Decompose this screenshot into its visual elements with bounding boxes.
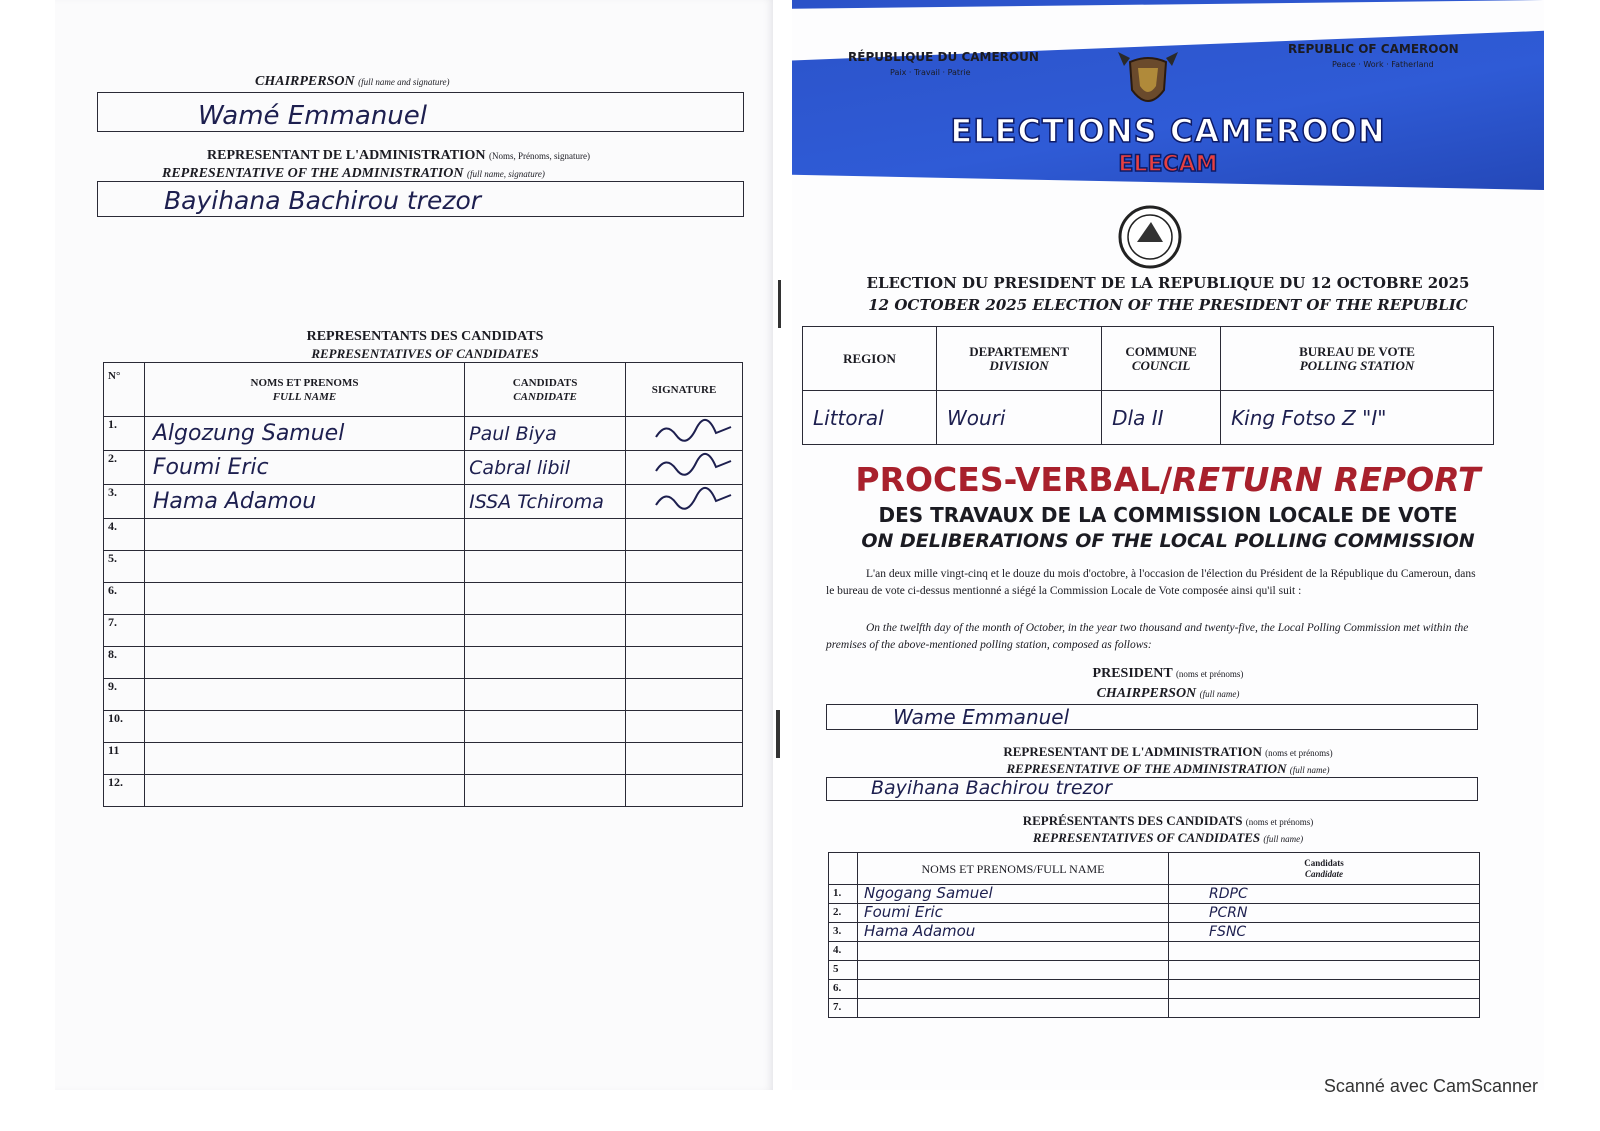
admin-label-fr: REPRESENTANT DE L'ADMINISTRATION (207, 148, 486, 163)
location-header (1221, 327, 1494, 391)
row-number: 1. (104, 417, 145, 451)
chairperson-field[interactable] (97, 92, 744, 132)
admin-field[interactable] (97, 181, 744, 217)
rep-name: Hama Adamou (864, 922, 976, 940)
reps-table-right (828, 852, 1480, 1018)
rep-name-cell[interactable] (858, 980, 1169, 999)
col-cand-fr: CANDIDATS (512, 376, 578, 389)
reps-label-fr-right: REPRÉSENTANTS DES CANDIDATS (1022, 813, 1243, 828)
rep-name (858, 941, 864, 959)
candidate-cell[interactable] (465, 615, 626, 647)
signature-cell[interactable] (626, 679, 743, 711)
election-title-fr: ELECTION DU PRESIDENT DE LA REPUBLIQUE DU 12 OCTOBRE 2025 (866, 274, 1470, 292)
table-row (829, 885, 1480, 904)
rep-name: Ngogang Samuel (864, 884, 993, 902)
table-row (104, 775, 743, 807)
rep-name-cell[interactable] (144, 551, 464, 583)
rep-name (145, 682, 153, 707)
row-number: 7. (104, 615, 145, 647)
signature-scribble (626, 485, 736, 513)
rep-name (145, 650, 153, 675)
report-title-fr: PROCES-VERBAL/ (855, 460, 1173, 499)
row-number: 11 (104, 743, 145, 775)
rep-name-cell[interactable] (858, 961, 1169, 980)
location-value: King Fotso Z "I" (1231, 405, 1387, 430)
candidate-cell[interactable] (465, 583, 626, 615)
reps-label-en-right: REPRESENTATIVES OF CANDIDATES (1032, 830, 1261, 845)
rep-name: Hama Adamou (152, 489, 317, 514)
table-row (829, 961, 1480, 980)
rep-name-cell[interactable] (858, 923, 1169, 942)
signature-scribble (626, 451, 736, 479)
row-number: 10. (104, 711, 145, 743)
rep-name (858, 979, 864, 997)
rep-name-cell[interactable] (144, 451, 464, 485)
republic-en: REPUBLIC OF CAMEROON (1288, 42, 1459, 56)
signature-cell[interactable] (626, 451, 743, 485)
subtitle-en: ON DELIBERATIONS OF THE LOCAL POLLING COMMISSION (861, 530, 1475, 552)
rep-name (858, 960, 864, 978)
admin-hint-fr-right: (noms et prénoms) (1265, 748, 1333, 758)
admin-hint-en: (full name, signature) (466, 169, 545, 179)
rep-name (145, 714, 153, 739)
binding-mark (776, 710, 780, 758)
admin-label-en: REPRESENTATIVE OF THE ADMINISTRATION (162, 166, 464, 181)
table-row (104, 417, 743, 451)
subtitle-fr: DES TRAVAUX DE LA COMMISSION LOCALE DE VOTE (878, 503, 1458, 527)
rep-name-cell[interactable] (144, 743, 464, 775)
candidate-party (1169, 1000, 1209, 1016)
candidate-name: Paul Biya (469, 422, 557, 445)
admin-heading-fr-right (792, 744, 1544, 760)
candidate-cell[interactable] (465, 451, 626, 485)
table-row (104, 519, 743, 551)
location-header-en: POLLING STATION (1299, 357, 1415, 373)
candidate-cell[interactable] (1169, 923, 1480, 942)
rep-name-cell[interactable] (144, 485, 464, 519)
candidate-name (465, 620, 469, 642)
location-value-cell[interactable] (936, 391, 1101, 445)
reps-heading-fr-right (792, 813, 1544, 829)
table-row (829, 923, 1480, 942)
table-row (104, 615, 743, 647)
table-row (104, 551, 743, 583)
row-number: 1. (829, 885, 858, 904)
candidate-cell[interactable] (1169, 961, 1480, 980)
left-page (55, 0, 773, 1090)
chairperson-value: Wamé Emmanuel (198, 101, 427, 131)
location-header-en: DIVISION (989, 357, 1049, 373)
paragraph-en: On the twelfth day of the month of October, in the year two thousand and twenty-five, the Local Polling Commission met within the premises of the above-mentioned polling station, composed as follows: (826, 622, 1469, 651)
candidate-cell[interactable] (465, 551, 626, 583)
table-row (829, 999, 1480, 1018)
candidate-cell[interactable] (465, 417, 626, 451)
col-num: N° (104, 363, 145, 417)
location-value: Wouri (946, 405, 1006, 430)
row-number: 12. (104, 775, 145, 807)
location-value: Littoral (813, 405, 884, 430)
camscanner-watermark: Scanné avec CamScanner (1323, 1076, 1538, 1096)
paragraph-fr: L'an deux mille vingt-cinq et le douze du mois d'octobre, à l'occasion de l'élection du Président de la République du Cameroun, dans le bureau de vote ci-dessus mentionné a siégé la Commission Locale de Vote composée ainsi qu'il suit : (826, 568, 1476, 597)
admin-field-right[interactable] (826, 777, 1478, 801)
candidate-cell[interactable] (465, 519, 626, 551)
row-number: 3. (829, 923, 858, 942)
col-name-fr: NOMS ET PRENOMS (250, 376, 359, 389)
candidate-cell[interactable] (465, 485, 626, 519)
candidate-cell[interactable] (465, 711, 626, 743)
row-number: 6. (829, 980, 858, 999)
rep-name: Foumi Eric (152, 455, 269, 480)
candidate-cell[interactable] (465, 743, 626, 775)
row-number: 5 (829, 961, 858, 980)
candidate-name (465, 748, 469, 770)
location-value-cell[interactable] (1102, 391, 1221, 445)
candidate-name (465, 556, 469, 578)
candidate-name (465, 780, 469, 802)
candidate-party: PCRN (1209, 905, 1248, 921)
candidate-party (1169, 943, 1209, 959)
president-label: PRESIDENT (1092, 666, 1173, 681)
org-title: ELECTIONS CAMEROON (950, 112, 1386, 150)
row-number: 5. (104, 551, 145, 583)
col-candidate (465, 363, 626, 417)
row-number: 7. (829, 999, 858, 1018)
chair-heading-en (792, 686, 1544, 702)
right-page (792, 0, 1544, 1090)
col-cand-fr-right: Candidats (1304, 857, 1344, 868)
rep-name (145, 746, 153, 771)
signature-cell[interactable] (626, 551, 743, 583)
candidate-cell[interactable] (465, 647, 626, 679)
rep-name (145, 586, 153, 611)
table-row (104, 679, 743, 711)
report-title (792, 460, 1544, 500)
admin-hint-fr: (Noms, Prénoms, signature) (489, 151, 590, 161)
table-row (104, 647, 743, 679)
table-row (829, 980, 1480, 999)
location-value: Dla II (1112, 405, 1164, 430)
candidate-cell[interactable] (1169, 999, 1480, 1018)
coat-of-arms-icon (1110, 44, 1186, 114)
signature-cell[interactable] (626, 615, 743, 647)
rep-name (858, 998, 864, 1016)
signature-cell[interactable] (626, 519, 743, 551)
rep-name-cell[interactable] (144, 711, 464, 743)
chairperson-label: CHAIRPERSON (255, 74, 355, 89)
location-header-fr: REGION (843, 350, 896, 366)
table-row (104, 711, 743, 743)
signature-cell[interactable] (626, 743, 743, 775)
rep-name-cell[interactable] (858, 999, 1169, 1018)
location-header-fr: DEPARTEMENT (969, 343, 1069, 359)
candidate-name: Cabral libil (469, 456, 571, 479)
admin-heading-en (162, 166, 545, 182)
reps-table (103, 362, 743, 807)
admin-heading-fr (207, 148, 590, 164)
chairperson-hint: (full name and signature) (358, 77, 450, 87)
location-value-cell[interactable] (1221, 391, 1494, 445)
candidate-party: FSNC (1209, 924, 1247, 940)
signature-scribble (626, 417, 736, 445)
chair-value: Wame Emmanuel (893, 705, 1070, 729)
candidate-cell[interactable] (1169, 980, 1480, 999)
rep-name-cell[interactable] (144, 417, 464, 451)
rep-name-cell[interactable] (858, 885, 1169, 904)
candidate-cell[interactable] (465, 775, 626, 807)
signature-cell[interactable] (626, 485, 743, 519)
row-number: 2. (104, 451, 145, 485)
col-name-en: FULL NAME (272, 390, 337, 403)
col-signature: SIGNATURE (626, 363, 743, 417)
admin-hint-en-right: (full name) (1289, 765, 1330, 775)
chair-hint: (full name) (1199, 689, 1240, 699)
candidate-party: RDPC (1209, 886, 1248, 902)
rep-name-cell[interactable] (858, 942, 1169, 961)
candidate-name (465, 524, 469, 546)
col-cand-right (1169, 853, 1480, 885)
row-number: 8. (104, 647, 145, 679)
signature-cell[interactable] (626, 711, 743, 743)
location-header (803, 327, 937, 391)
table-row (104, 583, 743, 615)
row-number: 9. (104, 679, 145, 711)
admin-label-fr-right: REPRESENTANT DE L'ADMINISTRATION (1003, 744, 1262, 759)
elecam-seal-icon (1117, 204, 1183, 270)
report-title-en: RETURN REPORT (1172, 460, 1481, 499)
col-cand-en: CANDIDATE (513, 390, 577, 403)
candidate-cell[interactable] (1169, 904, 1480, 923)
reps-hint-fr-right: (noms et prénoms) (1245, 817, 1314, 827)
reps-hint-en-right: (full name) (1263, 834, 1304, 844)
table-row (829, 942, 1480, 961)
chair-field[interactable] (826, 704, 1478, 730)
row-number: 3. (104, 485, 145, 519)
admin-label-en-right: REPRESENTATIVE OF THE ADMINISTRATION (1006, 761, 1287, 776)
candidate-cell[interactable] (465, 679, 626, 711)
rep-name (145, 778, 153, 803)
location-header-fr: COMMUNE (1125, 343, 1197, 359)
signature-cell[interactable] (626, 647, 743, 679)
rep-name (145, 522, 153, 547)
location-header-fr: BUREAU DE VOTE (1299, 343, 1415, 359)
col-cand-en-right: Candidate (1304, 868, 1343, 879)
admin-value-right: Bayihana Bachirou trezor (871, 777, 1112, 799)
rep-name-cell[interactable] (144, 679, 464, 711)
location-header (936, 327, 1101, 391)
row-number: 4. (829, 942, 858, 961)
rep-name-cell[interactable] (144, 775, 464, 807)
location-header (1102, 327, 1221, 391)
candidate-name (465, 588, 469, 610)
reps-title-fr: REPRESENTANTS DES CANDIDATS (306, 329, 544, 344)
signature-cell[interactable] (626, 417, 743, 451)
table-row (104, 485, 743, 519)
org-acronym: ELECAM (1118, 152, 1218, 177)
chairperson-heading (255, 74, 450, 90)
rep-name: Algozung Samuel (152, 421, 345, 446)
location-table (802, 326, 1494, 445)
motto-en: Peace · Work · Fatherland (1332, 60, 1434, 69)
table-row (104, 743, 743, 775)
candidate-name: ISSA Tchiroma (469, 490, 604, 513)
table-row (104, 451, 743, 485)
republic-fr: RÉPUBLIQUE DU CAMEROUN (848, 50, 1039, 64)
candidate-name (465, 652, 469, 674)
candidate-party (1169, 981, 1209, 997)
rep-name-cell[interactable] (144, 519, 464, 551)
election-title-en: 12 OCTOBER 2025 ELECTION OF THE PRESIDENT OF THE REPUBLIC (868, 296, 1468, 314)
reps-heading-en-right (792, 830, 1544, 846)
row-number: 6. (104, 583, 145, 615)
signature-cell[interactable] (626, 775, 743, 807)
president-hint: (noms et prénoms) (1175, 669, 1244, 679)
candidate-cell[interactable] (1169, 885, 1480, 904)
signature-cell[interactable] (626, 583, 743, 615)
rep-name-cell[interactable] (144, 647, 464, 679)
rep-name-cell[interactable] (858, 904, 1169, 923)
row-number: 2. (829, 904, 858, 923)
rep-name: Foumi Eric (864, 903, 943, 921)
admin-heading-en-right (792, 761, 1544, 777)
candidate-name (465, 716, 469, 738)
col-name-right: NOMS ET PRENOMS/FULL NAME (858, 853, 1169, 885)
rep-name-cell[interactable] (144, 583, 464, 615)
row-number: 4. (104, 519, 145, 551)
candidate-name (465, 684, 469, 706)
rep-name (145, 554, 153, 579)
binding-mark (778, 280, 781, 328)
chair-label: CHAIRPERSON (1096, 686, 1197, 701)
col-num-right (829, 853, 858, 885)
col-name (144, 363, 464, 417)
rep-name-cell[interactable] (144, 615, 464, 647)
rep-name (145, 618, 153, 643)
candidate-cell[interactable] (1169, 942, 1480, 961)
table-row (829, 904, 1480, 923)
admin-value: Bayihana Bachirou trezor (164, 186, 482, 215)
president-heading (792, 666, 1544, 682)
reps-title-en: REPRESENTATIVES OF CANDIDATES (311, 346, 539, 361)
location-value-cell[interactable] (803, 391, 937, 445)
candidate-party (1169, 962, 1209, 978)
motto-fr: Paix · Travail · Patrie (890, 68, 971, 77)
location-header-en: COUNCIL (1131, 357, 1191, 373)
